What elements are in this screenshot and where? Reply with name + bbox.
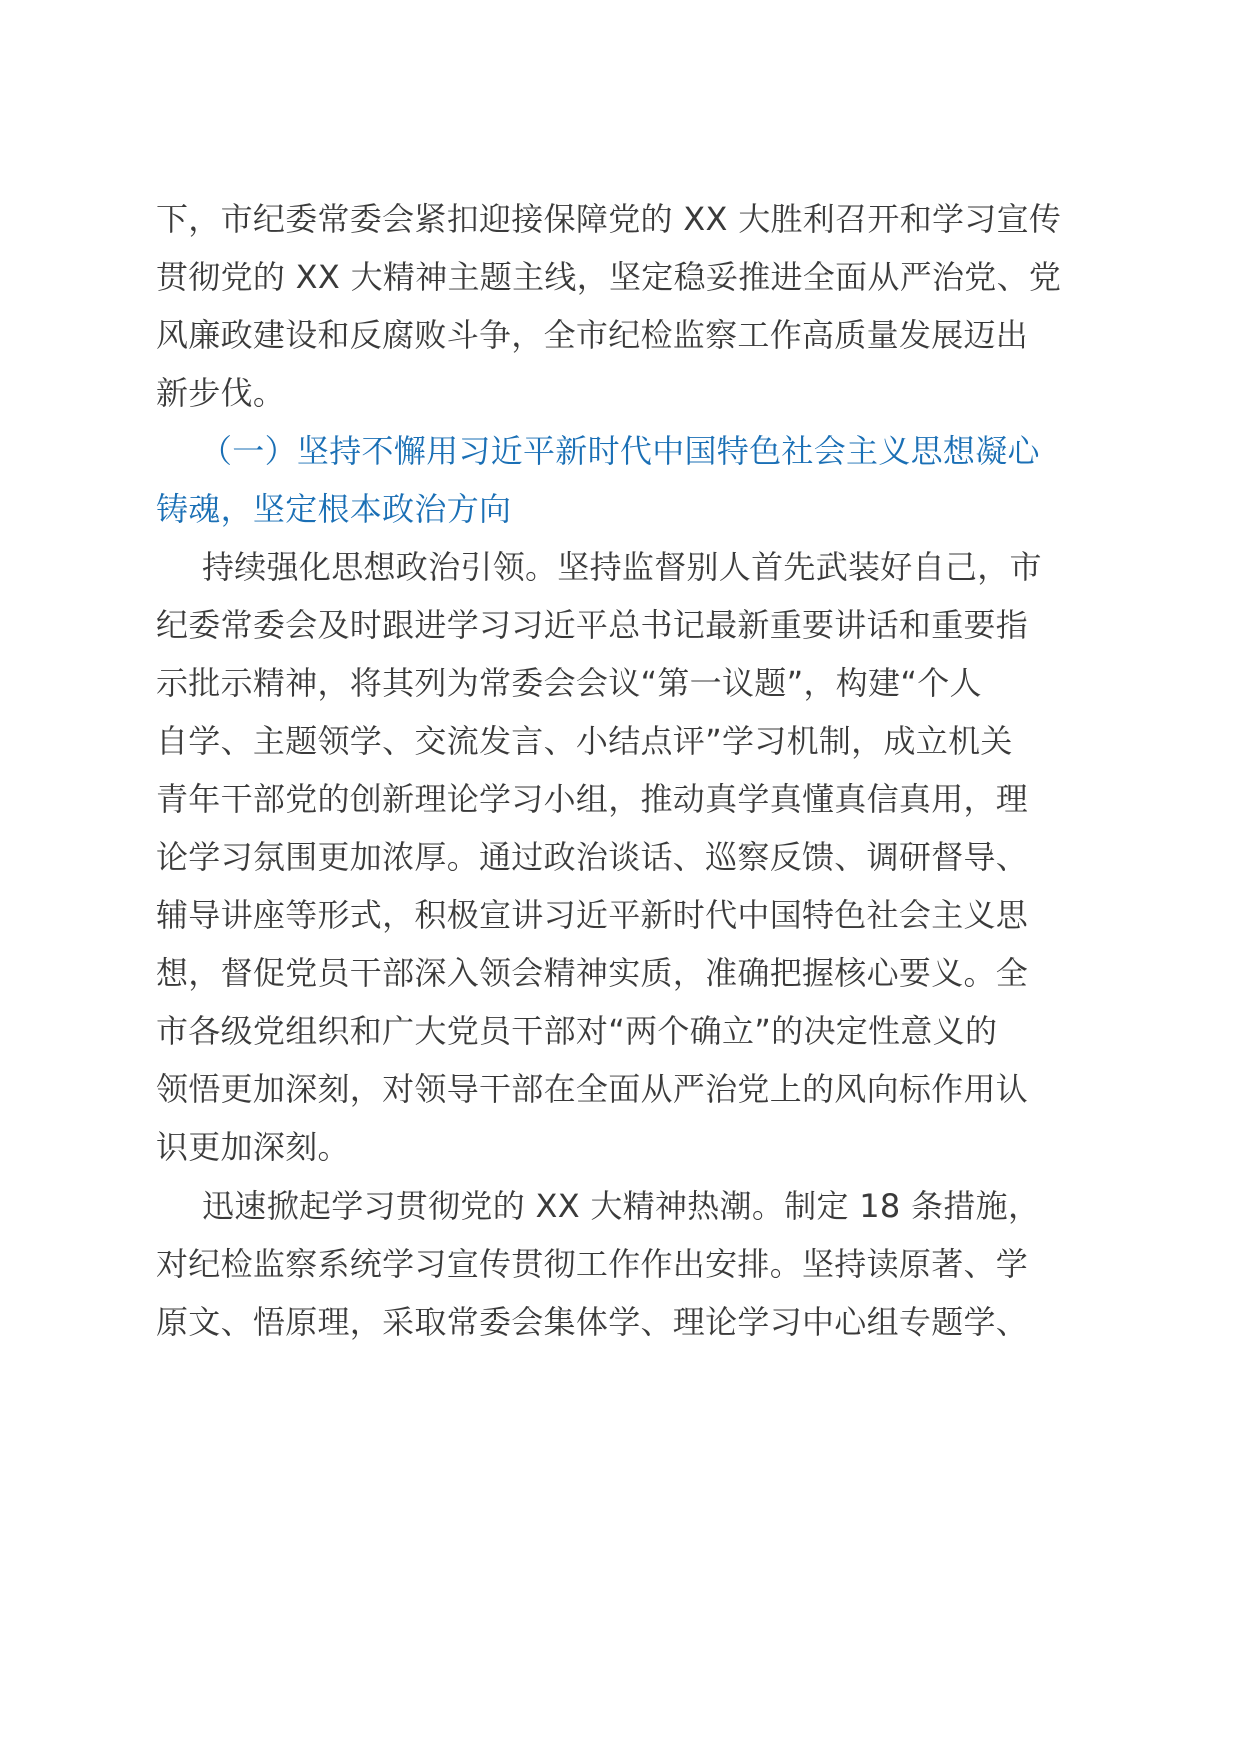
paragraph-line: 示批示精神，将其列为常委会会议“第一议题”，构建“个人: [156, 664, 982, 702]
paragraph-line: 领悟更加深刻，对领导干部在全面从严治党上的风向标作用认: [156, 1070, 1029, 1108]
paragraph-line: 想，督促党员干部深入领会精神实质，准确把握核心要义。全: [156, 954, 1029, 992]
intro-line: 风廉政建设和反腐败斗争，全市纪检监察工作高质量发展迈出: [156, 316, 1029, 354]
paragraph-line: 持续强化思想政治引领。坚持监督别人首先武装好自己，市: [202, 548, 1042, 586]
paragraph-line: 迅速掀起学习贯彻党的 XX 大精神热潮。制定 18 条措施，: [202, 1187, 1041, 1225]
paragraph-line: 辅导讲座等形式，积极宣讲习近平新时代中国特色社会主义思: [156, 896, 1029, 934]
paragraph-line: 自学、主题领学、交流发言、小结点评”学习机制，成立机关: [156, 722, 1013, 760]
paragraph-line: 对纪检监察系统学习宣传贯彻工作作出安排。坚持读原著、学: [156, 1245, 1029, 1283]
intro-line: 贯彻党的 XX 大精神主题主线，坚定稳妥推进全面从严治党、党: [156, 258, 1062, 296]
intro-line: 下，市纪委常委会紧扣迎接保障党的 XX 大胜利召开和学习宣传: [156, 200, 1062, 238]
paragraph-line: 青年干部党的创新理论学习小组，推动真学真懂真信真用，理: [156, 780, 1029, 818]
section-heading-line: （一）坚持不懈用习近平新时代中国特色社会主义思想凝心: [200, 432, 1040, 470]
paragraph-line: 论学习氛围更加浓厚。通过政治谈话、巡察反馈、调研督导、: [156, 838, 1029, 876]
paragraph-line: 原文、悟原理，采取常委会集体学、理论学习中心组专题学、: [156, 1303, 1029, 1341]
paragraph-line: 识更加深刻。: [156, 1128, 350, 1166]
paragraph-line: 纪委常委会及时跟进学习习近平总书记最新重要讲话和重要指: [156, 606, 1029, 644]
paragraph-line: 市各级党组织和广大党员干部对“两个确立”的决定性意义的: [156, 1012, 998, 1050]
section-heading-line: 铸魂，坚定根本政治方向: [156, 490, 512, 528]
intro-line: 新步伐。: [156, 374, 286, 412]
